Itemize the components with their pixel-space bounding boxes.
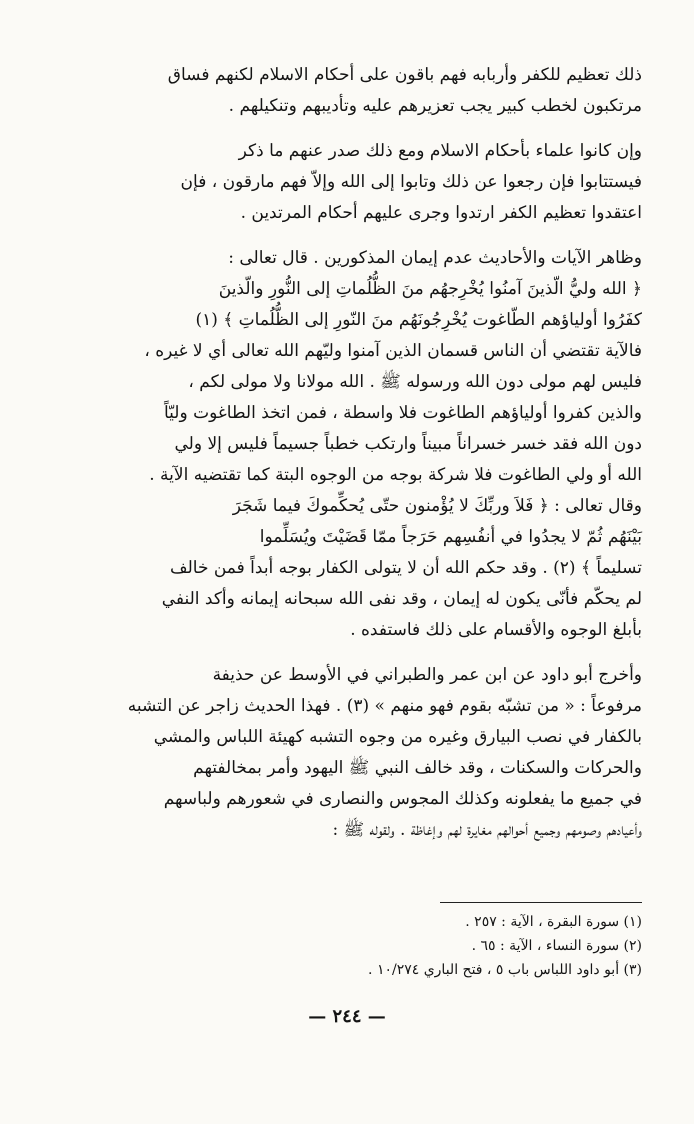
text-line: ﴿ الله وليُّ الّذينَ آمنُوا يُخْرِجهُم منَ الظُّلُماتِ إلى النُّورِ والّذينَ [218, 279, 642, 299]
paragraph [50, 60, 642, 122]
footnote-line: (١) سورة البقرة ، الآية : ٢٥٧ . [465, 914, 642, 930]
text-line: فيستتابوا فإن رجعوا عن ذلك وتابوا إلى الله وإلاّ فهم مارقون ، فإن [180, 172, 642, 192]
text-line: اعتقدوا تعظيم الكفر ارتدوا وجرى عليهم أحكام المرتدين . [240, 203, 642, 223]
paragraph [50, 243, 642, 646]
text-line: الله أو ولي الطاغوت فلا شركة بوجه من الوجوه البتة كما تقتضيه الآية . [149, 465, 642, 485]
text-line: والحركات والسكنات ، وقد خالف النبي ﷺ اليهود وأمر بمخالفتهم [193, 758, 642, 778]
text-line: بأبلغ الوجوه والأقسام على ذلك فاستفده . [350, 620, 642, 640]
text-line: فالآية تقتضي أن الناس قسمان الذين آمنوا وليّهم الله تعالى أي لا غيره ، [144, 341, 642, 361]
text-line: وقال تعالى : ﴿ فَلاَ وربِّكَ لا يُؤْمنون حتّى يُحكِّموكَ فيما شَجَرَ [232, 496, 642, 516]
footnote-line: (٣) أبو داود اللباس باب ٥ ، فتح الباري ١٠/٢٧٤ . [368, 962, 642, 978]
text-line: وظاهر الآيات والأحاديث عدم إيمان المذكورين . قال تعالى : [228, 248, 642, 268]
main-text [50, 60, 642, 860]
paragraph [50, 136, 642, 229]
text-line: بالكفار في نصب البيارق وغيره من وجوه التشبه كهيئة اللباس والمشي [153, 727, 642, 747]
footnote-divider [440, 902, 642, 903]
paragraph [50, 660, 642, 846]
text-line: ذلك تعظيم للكفر وأربابه فهم باقون على أحكام الاسلام لكنهم فساق [167, 65, 642, 85]
text-line: دون الله فقد خسر خسراناً مبيناً وارتكب خطباً جسيماً فليس إلا ولي [174, 434, 642, 454]
text-line: لم يحكّم فأنّى يكون له إيمان ، وقد نفى الله سبحانه إيمانه وأكد النفي [161, 589, 642, 609]
text-line: مرتكبون لخطب كبير يجب تعزيرهم عليه وتأديبهم وتنكيلهم . [228, 96, 642, 116]
text-line: تسليماً ﴾ (٢) . وقد حكم الله أن لا يتولى الكفار بوجه أبداً فمن خالف [170, 558, 642, 578]
text-line: وأخرج أبو داود عن ابن عمر والطبراني في الأوسط عن حذيفة [212, 665, 642, 685]
footnote-line: (٢) سورة النساء ، الآية : ٦٥ . [471, 938, 642, 954]
text-line: كفَرُوا أولياؤهم الطّاغوت يُخْرِجُونَهُم منَ النّورِ إلى الظُّلُماتِ ﴾ (١) [195, 310, 642, 330]
text-line: وإن كانوا علماء بأحكام الاسلام ومع ذلك صدر عنهم ما ذكر [238, 141, 642, 161]
text-line: مرفوعاً : « من تشبّه بقوم فهو منهم » (٣) . فهذا الحديث زاجر عن التشبه [127, 696, 642, 716]
text-line: في جميع ما يفعلونه وكذلك المجوس والنصارى في شعورهم ولباسهم [163, 789, 642, 809]
page-number: — ٢٤٤ — [308, 1006, 386, 1027]
footnotes [50, 910, 642, 982]
text-line: بَيْنَهُم ثُمّ لا يجدُوا في أنفُسِهم حَرَجاً ممّا قَضَيْتَ ويُسَلِّموا [259, 527, 642, 547]
text-line: فليس لهم مولى دون الله ورسوله ﷺ . الله مولانا ولا مولى لكم ، [188, 372, 642, 392]
text-line: وأعيادهم وصومهم وجميع أحوالهم مغايرة لهم وإغاظة . ولقوله ﷺ : [332, 820, 642, 840]
text-line: والذين كفروا أولياؤهم الطاغوت فلا واسطة ، فمن اتخذ الطاغوت وليّاً [163, 403, 642, 423]
